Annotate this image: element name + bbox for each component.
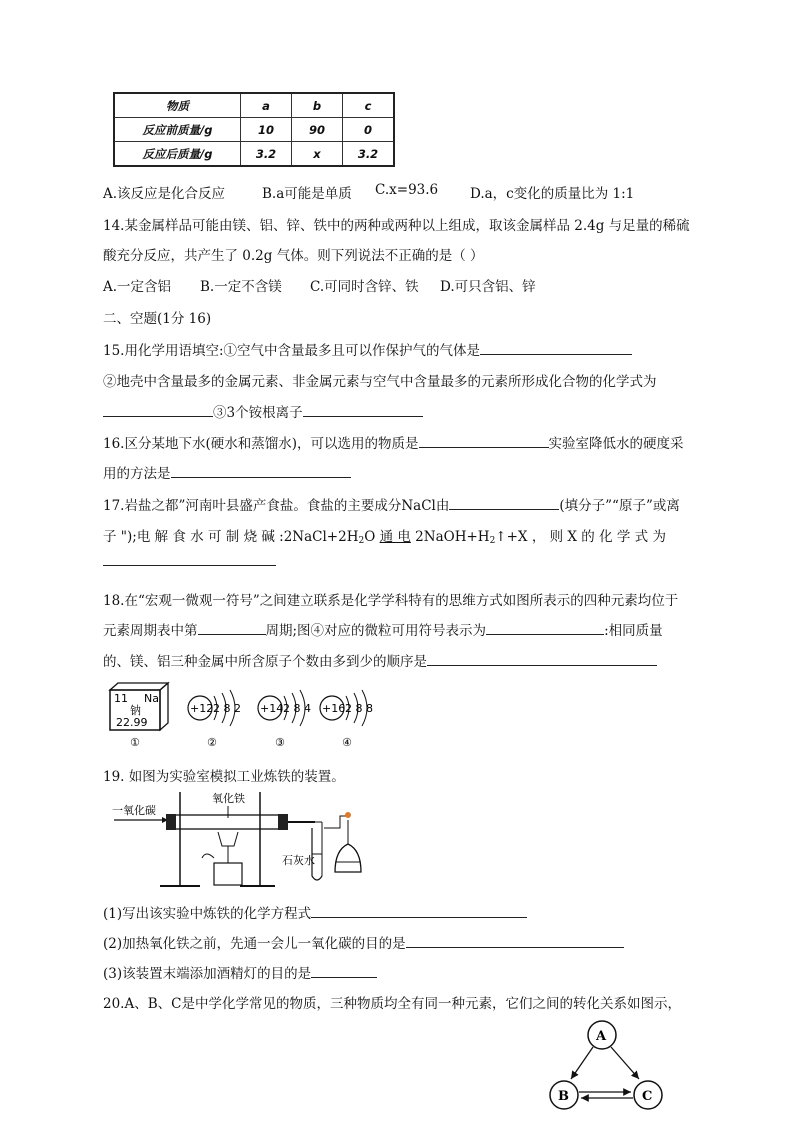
mass-table <box>113 92 395 167</box>
node-b-label: B <box>558 1089 569 1104</box>
answer-blank[interactable] <box>480 340 632 355</box>
table-cell: 反应后质量/g <box>114 142 241 167</box>
q17-text-2b: O <box>364 529 376 545</box>
table-cell: 90 <box>292 118 343 142</box>
node-a-label: A <box>596 1029 607 1044</box>
electron-shells: 2 8 4 <box>283 702 311 715</box>
q17-text-2c: 2NaOH+H <box>415 529 490 545</box>
q16-text-1a: 16.区分某地下水(硬水和蒸馏水)，可以选用的物质是 <box>103 436 419 452</box>
q19-text-3: (3)该装置末端添加酒精灯的目的是 <box>103 966 312 982</box>
element-symbol: Na <box>144 692 159 705</box>
table-header-cell: 物质 <box>114 93 241 118</box>
q13-option-a: A.该反应是化合反应 <box>103 186 226 202</box>
element-number: 11 <box>114 692 128 705</box>
table-cell: 0 <box>343 118 395 142</box>
q14-option-c: C.可同时含锌、铁 <box>310 279 419 295</box>
table-cell: 10 <box>241 118 292 142</box>
table-header-cell: a <box>241 93 292 118</box>
answer-blank[interactable] <box>171 463 351 478</box>
answer-blank[interactable] <box>419 433 549 448</box>
q16-text-2: 用的方法是 <box>103 466 171 482</box>
q17-text-2d: ↑+X ， 则 X 的 化 学 式 为 <box>495 529 666 545</box>
q14-line-2: 酸充分反应，共产生了 0.2g 气体。则下列说法不正确的是（ ） <box>103 248 484 264</box>
table-row <box>114 142 394 167</box>
q14-option-d: D.可只含铝、锌 <box>440 279 536 295</box>
table-cell: 3.2 <box>241 142 292 167</box>
atom-diagram <box>188 690 241 726</box>
answer-blank[interactable] <box>103 402 213 417</box>
element-name: 钠 <box>130 704 141 717</box>
q18-text-2a: 元素周期表中第 <box>103 623 198 639</box>
abc-transformation-diagram <box>540 1015 690 1115</box>
q19-text-1: (1)写出该实验中炼铁的化学方程式 <box>103 906 312 922</box>
q15-text-3: ③3个铵根离子 <box>213 405 303 421</box>
q13-option-c: C.x=93.6 <box>375 182 439 198</box>
table-cell: 反应前质量/g <box>114 118 241 142</box>
answer-blank[interactable] <box>449 495 559 510</box>
q20-line-1: 20.A、B、C是中学化学常见的物质，三种物质均全有同一种元素，它们之间的转化关系如图示， <box>103 996 681 1012</box>
nucleus-charge: +12 <box>190 702 214 715</box>
q14-option-b: B.一定不含镁 <box>200 279 282 295</box>
figure-label: ③ <box>275 736 285 749</box>
fe2o3-label: 氧化铁 <box>212 792 245 805</box>
table-row <box>114 118 394 142</box>
q13-option-b: B.a可能是单质 <box>262 186 352 202</box>
q17-line-1 <box>103 494 680 514</box>
q16-line-2 <box>103 462 351 482</box>
q19-sub-3 <box>103 962 377 982</box>
q15-text-1: 15.用化学用语填空:①空气中含量最多且可以作保护气的气体是 <box>103 343 481 359</box>
q18-text-2c: :相同质量 <box>604 623 663 639</box>
q13-option-d: D.a，c变化的质量比为 1:1 <box>470 186 635 202</box>
table-header-row <box>114 93 394 118</box>
co-label: 一氧化碳 <box>112 804 156 817</box>
table-header-cell: c <box>343 93 395 118</box>
answer-blank[interactable] <box>198 620 266 635</box>
figure-label: ② <box>207 736 217 749</box>
q15-line-1 <box>103 339 632 359</box>
table-cell: x <box>292 142 343 167</box>
subscript: 2 <box>489 536 496 546</box>
answer-blank[interactable] <box>311 903 527 918</box>
atom-diagram <box>258 690 311 726</box>
q18-text-3: 的、镁、铝三种金属中所含原子个数由多到少的顺序是 <box>103 654 427 670</box>
q19-text-2: (2)加热氧化铁之前，先通一会儿一氧化碳的目的是 <box>103 936 406 952</box>
q17-text-1a: 17.岩盐之都”河南叶县盛产食盐。食盐的主要成分NaCl由 <box>103 498 450 514</box>
table-cell: 3.2 <box>343 142 395 167</box>
q17-text-1b: (填分子”“原子”或离 <box>559 498 680 514</box>
condition-arrow: 通 电 <box>379 529 411 545</box>
nucleus-charge: +14 <box>260 702 284 715</box>
limewater-label: 石灰水 <box>282 854 315 867</box>
atom-diagram <box>320 690 373 726</box>
nucleus-charge: +16 <box>322 702 346 715</box>
figure-label: ④ <box>342 736 352 749</box>
q16-line-1 <box>103 432 684 452</box>
answer-blank[interactable] <box>303 402 423 417</box>
q19-sub-1 <box>103 902 527 922</box>
q17-line-2 <box>103 525 666 546</box>
table-header-cell: b <box>292 93 343 118</box>
q18-line-3 <box>103 650 657 670</box>
q19-sub-2 <box>103 932 624 952</box>
q14-option-a: A.一定含铝 <box>103 279 172 295</box>
electron-shells: 2 8 2 <box>213 702 241 715</box>
q17-text-2a: 子 ");电 解 食 水 可 制 烧 碱 :2NaCl+2H <box>103 529 359 545</box>
q19-title: 19. 如图为实验室模拟工业炼铁的装置。 <box>103 769 345 785</box>
q16-text-1b: 实验室降低水的硬度采 <box>548 436 684 452</box>
q18-line-2 <box>103 619 663 639</box>
element-tile <box>110 683 168 730</box>
q14-line-1: 14.某金属样品可能由镁、铝、锌、铁中的两种或两种以上组成，取该金属样品 2.4g 与足量的稀硫 <box>103 218 690 234</box>
arrow-a-to-b <box>571 1047 593 1079</box>
q15-line-2: ②地壳中含量最多的金属元素、非金属元素与空气中含量最多的元素所形成化合物的化学式为 <box>103 374 657 390</box>
arrow-a-to-c <box>611 1047 639 1079</box>
q15-line-3 <box>103 401 423 421</box>
subscript: 2 <box>358 536 365 546</box>
element-mass: 22.99 <box>116 716 148 729</box>
section-heading: 二、空题(1分 16) <box>103 311 212 327</box>
figure-label: ① <box>130 736 140 749</box>
answer-blank[interactable] <box>427 651 657 666</box>
iron-smelting-apparatus <box>110 788 380 893</box>
node-c-label: C <box>642 1089 653 1104</box>
answer-blank[interactable] <box>486 620 604 635</box>
answer-blank[interactable] <box>103 565 276 566</box>
q18-text-2b: 周期;图④对应的微粒可用符号表示为 <box>265 623 487 639</box>
electron-shells: 2 8 8 <box>345 702 373 715</box>
answer-blank[interactable] <box>406 933 624 948</box>
answer-blank[interactable] <box>311 963 377 978</box>
atom-structure-figure <box>100 680 390 750</box>
q18-line-1: 18.在“宏观一微观一符号”之间建立联系是化学学科特有的思维方式如图所表示的四种元素均位于 <box>103 593 679 609</box>
